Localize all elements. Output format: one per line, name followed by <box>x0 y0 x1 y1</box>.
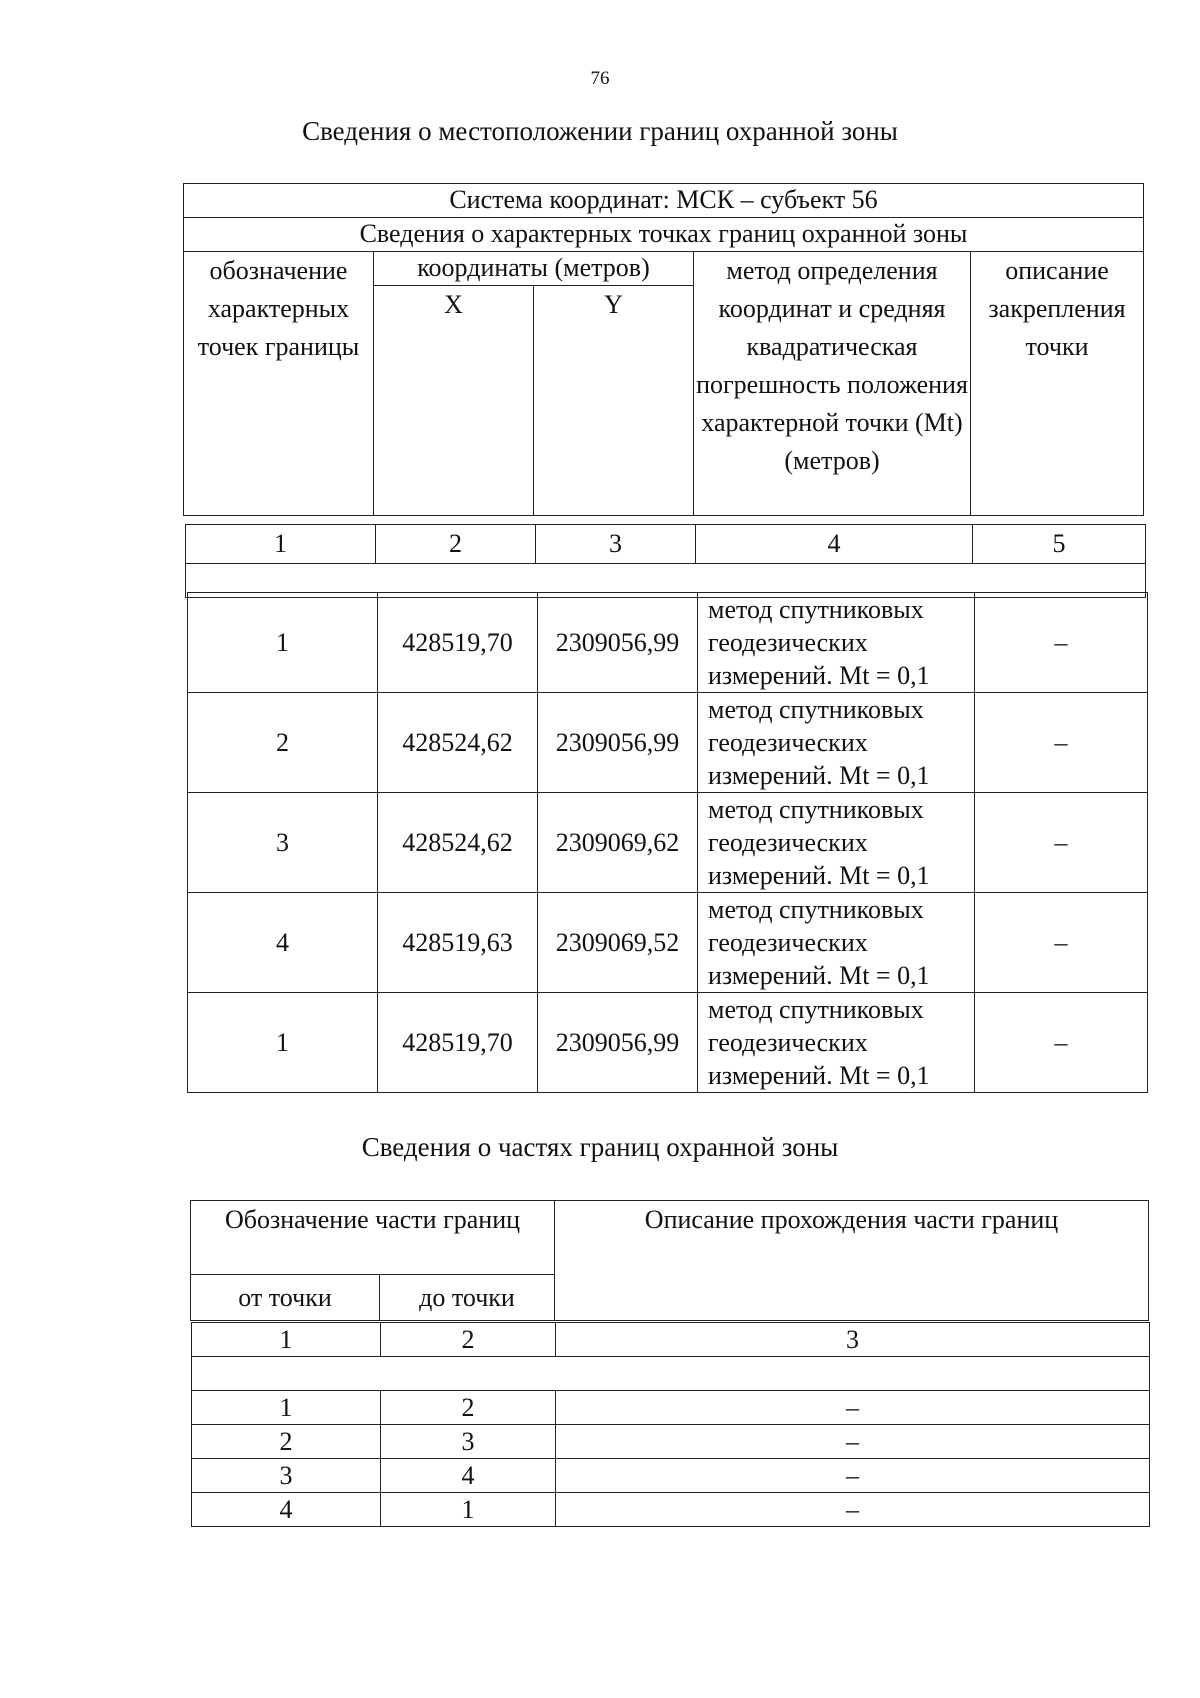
point-id: 2 <box>188 693 378 793</box>
table-row <box>188 793 1148 893</box>
points-table-header <box>183 183 1144 516</box>
desc-value: – <box>556 1459 1150 1493</box>
method-value: метод спутниковых геодезических измерений. Mt = 0,1 <box>698 893 975 993</box>
y-value: 2309069,52 <box>538 893 698 993</box>
point-id: 4 <box>188 893 378 993</box>
method-value: метод спутниковых геодезических измерений. Mt = 0,1 <box>698 993 975 1093</box>
x-value: 428519,63 <box>378 893 538 993</box>
to-header: до точки <box>380 1275 555 1321</box>
x-header: X <box>374 286 534 516</box>
col-number: 1 <box>192 1323 381 1357</box>
desc-value: – <box>556 1493 1150 1527</box>
method-value: метод спутниковых геодезических измерений. Mt = 0,1 <box>698 793 975 893</box>
fixing-value: – <box>975 593 1148 693</box>
table-row <box>188 893 1148 993</box>
y-value: 2309069,62 <box>538 793 698 893</box>
col-number: 2 <box>381 1323 556 1357</box>
points-table-numbers <box>185 524 1146 598</box>
table-row <box>192 1391 1150 1425</box>
method-value: метод спутниковых геодезических измерений. Mt = 0,1 <box>698 593 975 693</box>
col-number: 4 <box>696 525 973 564</box>
to-value: 4 <box>381 1459 556 1493</box>
col-number: 1 <box>186 525 376 564</box>
parts-table-body <box>191 1322 1150 1527</box>
point-id: 1 <box>188 993 378 1093</box>
fixing-header: описание закрепления точки <box>971 252 1144 516</box>
designation-header: обозначение характерных точек границы <box>184 252 374 516</box>
point-id: 1 <box>188 593 378 693</box>
y-header: Y <box>534 286 694 516</box>
section-title: Сведения о частях границ охранной зоны <box>361 1132 839 1162</box>
method-value: метод спутниковых геодезических измерений. Mt = 0,1 <box>698 693 975 793</box>
y-value: 2309056,99 <box>538 993 698 1093</box>
spacer-row <box>192 1357 1150 1391</box>
fixing-value: – <box>975 693 1148 793</box>
table-row <box>188 593 1148 693</box>
points-subheader: Сведения о характерных точках границ охранной зоны <box>184 218 1144 252</box>
parts-table-header <box>190 1200 1149 1321</box>
col-number: 5 <box>973 525 1146 564</box>
x-value: 428524,62 <box>378 693 538 793</box>
y-value: 2309056,99 <box>538 593 698 693</box>
x-value: 428519,70 <box>378 593 538 693</box>
coord-system-cell: Система координат: МСК – субъект 56 <box>184 184 1144 218</box>
col-number: 3 <box>556 1323 1150 1357</box>
from-value: 2 <box>192 1425 381 1459</box>
fixing-value: – <box>975 793 1148 893</box>
from-header: от точки <box>191 1275 380 1321</box>
from-value: 4 <box>192 1493 381 1527</box>
table-row <box>192 1459 1150 1493</box>
from-value: 1 <box>192 1391 381 1425</box>
points-table-body <box>187 592 1148 1093</box>
part-designation-header: Обозначение части границ <box>191 1201 555 1275</box>
description-header: Описание прохождения части границ <box>555 1201 1149 1321</box>
col-number: 2 <box>376 525 536 564</box>
section-title: Сведения о местоположении границ охранной зоны <box>302 116 898 146</box>
table-row <box>192 1493 1150 1527</box>
method-header: метод определения координат и средняя квадратическая погрешность положения характерной точки (Mt) (метров) <box>694 252 971 516</box>
to-value: 2 <box>381 1391 556 1425</box>
to-value: 3 <box>381 1425 556 1459</box>
x-value: 428524,62 <box>378 793 538 893</box>
to-value: 1 <box>381 1493 556 1527</box>
col-number: 3 <box>536 525 696 564</box>
point-id: 3 <box>188 793 378 893</box>
desc-value: – <box>556 1425 1150 1459</box>
table-row <box>188 693 1148 793</box>
x-value: 428519,70 <box>378 993 538 1093</box>
table-row <box>188 993 1148 1093</box>
fixing-value: – <box>975 993 1148 1093</box>
coords-header: координаты (метров) <box>374 252 694 286</box>
table-row <box>192 1425 1150 1459</box>
fixing-value: – <box>975 893 1148 993</box>
from-value: 3 <box>192 1459 381 1493</box>
desc-value: – <box>556 1391 1150 1425</box>
page-number: 76 <box>590 68 610 89</box>
y-value: 2309056,99 <box>538 693 698 793</box>
